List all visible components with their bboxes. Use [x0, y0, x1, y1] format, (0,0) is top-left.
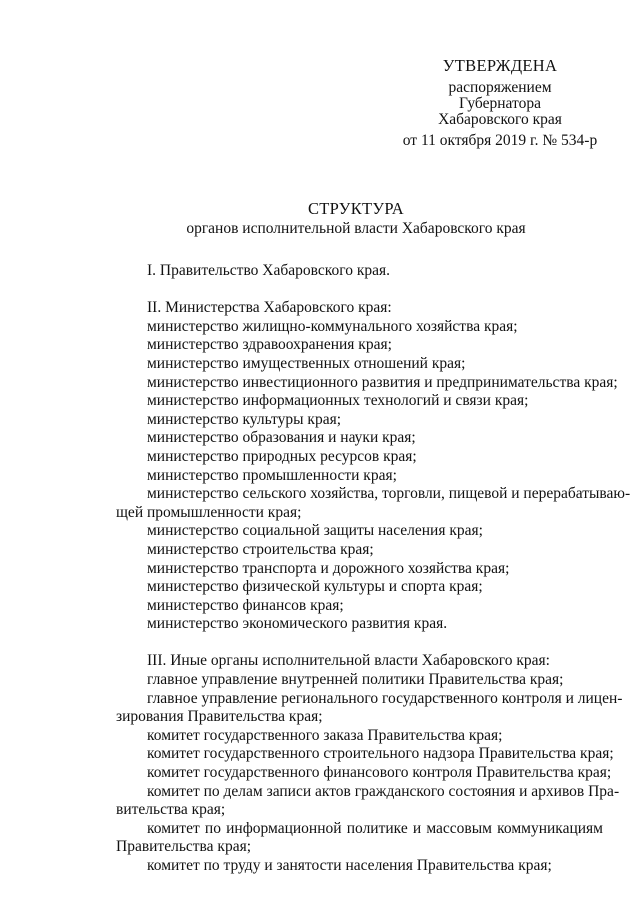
section-heading: II. Министерства Хабаровского края:	[147, 299, 392, 317]
list-item: министерство имущественных отношений края;	[147, 354, 466, 372]
list-item: министерство экономического развития края.	[147, 615, 448, 633]
list-item: комитет государственного заказа Правительства края;	[147, 726, 503, 744]
list-item: комитет государственного строительного надзора Правительства края;	[147, 745, 614, 763]
approval-line: Хабаровского края	[438, 111, 562, 128]
section-heading: III. Иные органы исполнительной власти Хабаровского края:	[147, 652, 550, 670]
list-item: главное управление внутренней политики Правительства края;	[147, 671, 564, 689]
document-subtitle: органов исполнительной власти Хабаровского края	[186, 220, 526, 237]
list-item: министерство финансов края;	[147, 596, 344, 614]
document-title: СТРУКТУРА	[308, 199, 404, 218]
list-item: комитет по информационной политике и массовым коммуникациям	[147, 819, 603, 837]
list-item: министерство информационных технологий и связи края;	[147, 392, 529, 410]
list-item: министерство инвестиционного развития и предпринимательства края;	[147, 373, 618, 391]
paragraph-gap	[116, 281, 603, 300]
list-item: министерство природных ресурсов края;	[147, 447, 417, 465]
approval-date: от 11 октября 2019 г. № 534-р	[402, 132, 598, 149]
list-item-continuation: вительства края;	[116, 801, 226, 819]
list-item: комитет государственного финансового контроля Правительства края;	[147, 764, 612, 782]
list-item: министерство сельского хозяйства, торговли, пищевой и перерабатываю-	[147, 485, 631, 503]
list-item: министерство транспорта и дорожного хозяйства края;	[147, 559, 510, 577]
list-item: комитет по труду и занятости населения Правительства края;	[147, 857, 552, 874]
list-item: министерство промышленности края;	[147, 466, 397, 484]
document-body	[116, 262, 631, 876]
list-item: главное управление регионального государственного контроля и лицен-	[147, 689, 623, 707]
list-item: министерство жилищно-коммунального хозяйства края;	[147, 317, 518, 335]
list-item: министерство здравоохранения края;	[147, 336, 392, 354]
approval-line: распоряжением	[448, 79, 552, 96]
section-heading: I. Правительство Хабаровского края.	[147, 262, 390, 279]
list-item: комитет по делам записи актов гражданского состояния и архивов Пра-	[147, 782, 620, 800]
list-item-continuation: зирования Правительства края;	[116, 708, 323, 726]
list-item: министерство культуры края;	[147, 410, 342, 428]
approval-stamp	[392, 58, 608, 149]
list-item: министерство физической культуры и спорта края;	[147, 578, 483, 596]
list-item: министерство образования и науки края;	[147, 429, 416, 447]
approval-line: Губернатора	[459, 95, 541, 112]
list-item: министерство социальной защиты населения края;	[147, 522, 483, 540]
list-item-continuation: Правительства края;	[116, 838, 252, 856]
list-item-continuation: щей промышленности края;	[116, 503, 302, 521]
paragraph-gap	[116, 634, 603, 653]
approval-title: УТВЕРЖДЕНА	[442, 56, 558, 75]
list-item: министерство строительства края;	[147, 540, 374, 558]
